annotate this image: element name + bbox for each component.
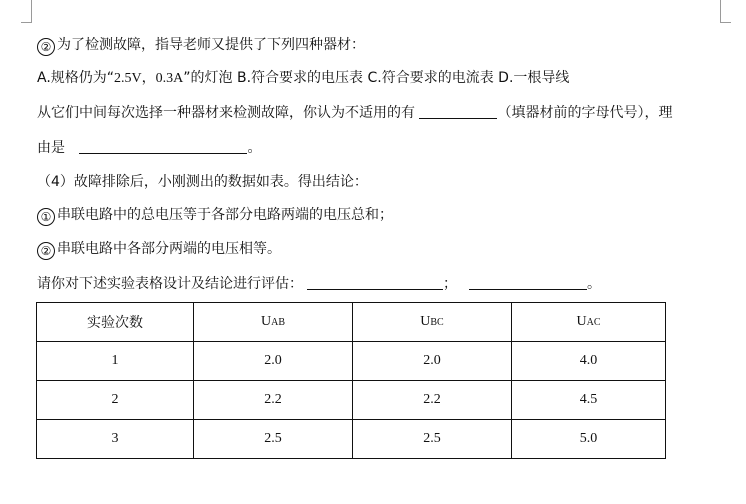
option-a-spec: 2.5V，0.3A — [114, 71, 184, 86]
cell-u-ac: 4.0 — [512, 342, 666, 381]
line-question-unsuitable — [37, 103, 672, 123]
circled-number-marker: ② — [37, 38, 55, 56]
part4-text: （4）故障排除后，小刚测出的数据如表。得出结论： — [37, 174, 368, 190]
evaluation-text: 请你对下述实验表格设计及结论进行评估： — [37, 276, 303, 292]
answer-blank-evaluation-1[interactable] — [307, 275, 443, 290]
options-rest: ”的灯泡 B.符合要求的电压表 C.符合要求的电流表 D.一根导线 — [183, 70, 570, 86]
experiment-data-table — [36, 302, 666, 459]
answer-blank-reason[interactable] — [79, 139, 247, 154]
cell-u-bc: 2.5 — [353, 420, 512, 459]
table-row — [37, 420, 666, 459]
line-conclusion-2 — [37, 239, 281, 260]
line-instruments-intro — [37, 35, 365, 56]
line-evaluation-question — [37, 274, 601, 294]
cell-u-ac: 5.0 — [512, 420, 666, 459]
table-row — [37, 381, 666, 420]
cell-trial: 3 — [37, 420, 194, 459]
cell-u-ab: 2.0 — [194, 342, 353, 381]
line-instrument-options — [37, 68, 569, 89]
circled-number-marker: ② — [37, 242, 55, 260]
option-a-prefix: A.规格仍为“ — [37, 70, 115, 86]
page-corner-mark-right — [720, 0, 731, 23]
header-u-bc: UBC — [353, 303, 512, 342]
header-u-ab: UAB — [194, 303, 353, 342]
answer-blank-evaluation-2[interactable] — [469, 275, 587, 290]
conclusion-text: 串联电路中各部分两端的电压相等。 — [57, 241, 281, 257]
cell-u-ac: 4.5 — [512, 381, 666, 420]
circled-number-marker: ① — [37, 208, 55, 226]
reason-end: 。 — [247, 140, 262, 156]
evaluation-separator: ； — [443, 276, 457, 292]
question-text-suffix: （填器材前的字母代号），理 — [497, 105, 673, 121]
question-text: 从它们中间每次选择一种器材来检测故障，你认为不适用的有 — [37, 105, 415, 121]
cell-u-ab: 2.2 — [194, 381, 353, 420]
header-trial-number: 实验次数 — [37, 303, 194, 342]
page-corner-mark-left — [21, 0, 32, 23]
line-part4-intro — [37, 172, 368, 192]
cell-trial: 2 — [37, 381, 194, 420]
cell-trial: 1 — [37, 342, 194, 381]
table-header-row — [37, 303, 666, 342]
line-conclusion-1 — [37, 205, 393, 226]
table-row — [37, 342, 666, 381]
reason-label: 由是 — [37, 140, 65, 156]
conclusion-text: 串联电路中的总电压等于各部分电路两端的电压总和； — [57, 207, 393, 223]
cell-u-bc: 2.2 — [353, 381, 512, 420]
cell-u-bc: 2.0 — [353, 342, 512, 381]
evaluation-end: 。 — [587, 276, 601, 292]
answer-blank-letter[interactable] — [419, 104, 497, 119]
cell-u-ab: 2.5 — [194, 420, 353, 459]
header-u-ac: UAC — [512, 303, 666, 342]
line-question-reason — [37, 138, 261, 158]
line-text: 为了检测故障，指导老师又提供了下列四种器材： — [57, 37, 365, 53]
